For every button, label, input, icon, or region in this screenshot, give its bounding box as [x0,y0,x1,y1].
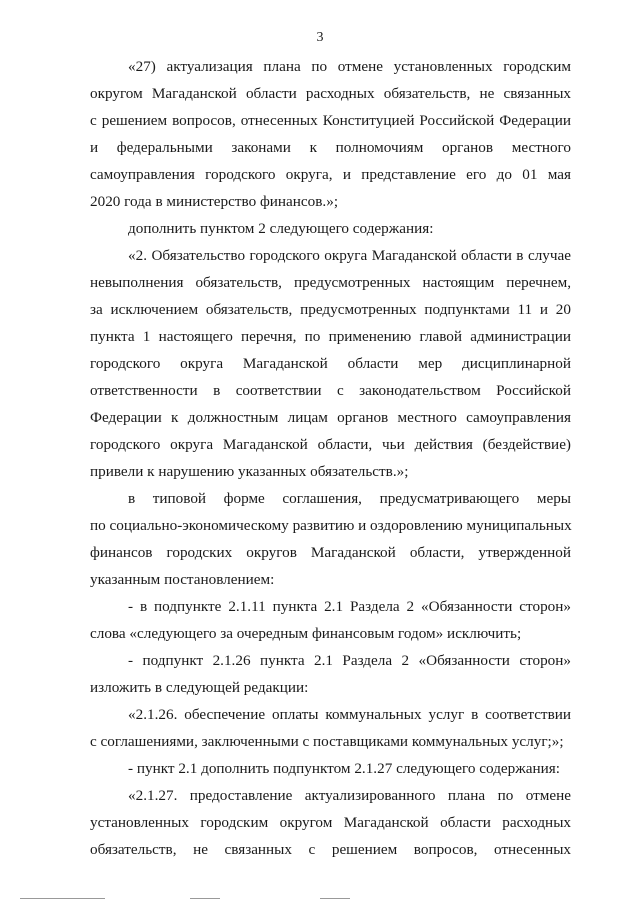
paragraph-p8 [90,755,571,782]
text-line: слова «следующего за очередным финансовым годом» исключить; [90,625,522,642]
text-line: - подпункт 2.1.26 пункта 2.1 Раздела 2 «Обязанности сторон» [128,652,571,669]
text-line: установленных городским округом Магаданской области расходных [90,814,571,831]
text-line: 2020 года в министерство финансов.»; [90,193,339,210]
text-line: дополнить пунктом 2 следующего содержания: [128,220,434,237]
paragraph-p2 [90,215,571,242]
page-number: 3 [316,30,324,45]
text-line: самоуправления городского округа, и представление его до 01 мая [90,166,571,183]
paragraph-p1 [90,53,571,215]
text-line: городского округа Магаданской области, чьи действия (бездействие) [90,436,571,453]
footer-rule-right [320,898,350,899]
text-line: финансов городских округов Магаданской области, утвержденной [90,544,571,561]
paragraph-p7 [90,701,571,755]
paragraph-p3 [90,242,571,485]
text-line: за исключением обязательств, предусмотренных подпунктами 11 и 20 [90,301,571,318]
text-line: городского округа Магаданской области мер дисциплинарной [90,355,571,372]
paragraph-p6 [90,647,571,701]
text-line: ответственности в соответствии с законодательством Российской [90,382,571,399]
text-line: привели к нарушению указанных обязательств.»; [90,463,409,480]
text-line: - в подпункте 2.1.11 пункта 2.1 Раздела 2 «Обязанности сторон» [128,598,571,615]
text-line: изложить в следующей редакции: [90,679,309,696]
text-line: обязательств, не связанных с решением вопросов, отнесенных [90,841,571,858]
document-body [90,53,571,863]
text-line: «2.1.26. обеспечение оплаты коммунальных услуг в соответствии [128,706,571,723]
text-line: с решением вопросов, отнесенных Конституцией Российской Федерации [90,112,571,129]
text-line: пункта 1 настоящего перечня, по применению главой администрации [90,328,571,345]
text-line: «2.1.27. предоставление актуализированного плана по отмене [128,787,571,804]
text-line: округом Магаданской области расходных обязательств, не связанных [90,85,571,102]
text-line: Федерации к должностным лицам органов местного самоуправления [90,409,571,426]
text-line: с соглашениями, заключенными с поставщиками коммунальных услуг;»; [90,733,564,750]
text-line: невыполнения обязательств, предусмотренных настоящим перечнем, [90,274,571,291]
text-line: «2. Обязательство городского округа Магаданской области в случае [128,247,571,264]
paragraph-p4 [90,485,571,593]
text-line: указанным постановлением: [90,571,275,588]
paragraph-p5 [90,593,571,647]
text-line: в типовой форме соглашения, предусматривающего меры [128,490,571,507]
text-line: и федеральными законами к полномочиям органов местного [90,139,571,156]
text-line: «27) актуализация плана по отмене установленных городским [128,58,571,75]
paragraph-p9 [90,782,571,863]
footer-rule-left [20,898,105,899]
text-line: по социально-экономическому развитию и оздоровлению муниципальных [90,517,572,534]
text-line: - пункт 2.1 дополнить подпунктом 2.1.27 следующего содержания: [128,760,560,777]
footer-rule-mid [190,898,220,899]
